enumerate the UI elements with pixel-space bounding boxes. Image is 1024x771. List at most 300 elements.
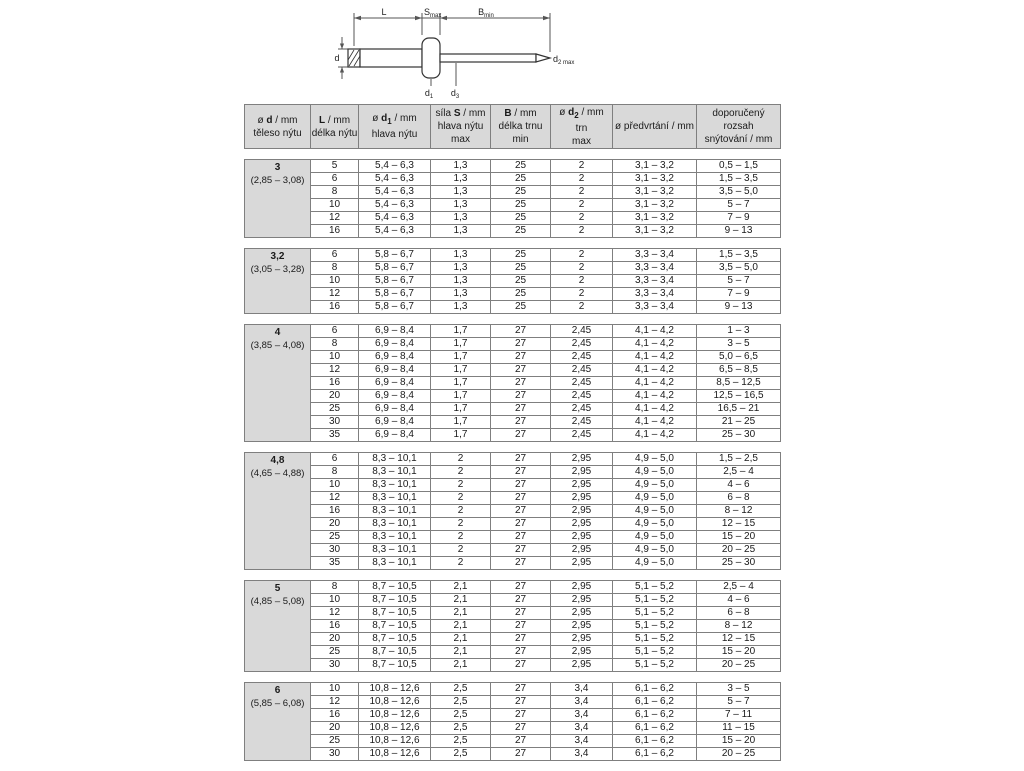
table-cell: 4,9 – 5,0: [613, 531, 697, 544]
table-cell: 5,8 – 6,7: [359, 301, 431, 314]
table-cell: 12 – 15: [697, 633, 781, 646]
table-cell: 3,5 – 5,0: [697, 186, 781, 199]
table-cell: 3,5 – 5,0: [697, 262, 781, 275]
table-cell: 5,8 – 6,7: [359, 249, 431, 262]
rivet-body: [360, 49, 422, 67]
table-cell: 8,3 – 10,1: [359, 518, 431, 531]
table-cell: 2,95: [551, 453, 613, 466]
dim-label-d3: $d_3$: [450, 88, 460, 100]
table-cell: 6,1 – 6,2: [613, 683, 697, 696]
table-cell: 27: [491, 377, 551, 390]
table-cell: 2,45: [551, 429, 613, 442]
table-cell: 4,1 – 4,2: [613, 325, 697, 338]
table-cell: 0,5 – 1,5: [697, 160, 781, 173]
table-cell: 4,1 – 4,2: [613, 338, 697, 351]
group-size: 5: [274, 583, 281, 594]
table-cell: 1,3: [431, 288, 491, 301]
table-cell: 6,9 – 8,4: [359, 338, 431, 351]
dim-label-d1: $d_1$: [424, 88, 434, 100]
table-cell: 2: [431, 531, 491, 544]
size-groups: [244, 159, 781, 761]
size-group: [244, 452, 781, 570]
table-cell: 8: [311, 338, 359, 351]
table-cell: 27: [491, 620, 551, 633]
table-cell: 2,1: [431, 633, 491, 646]
table-cell: 21 – 25: [697, 416, 781, 429]
table-cell: 4,1 – 4,2: [613, 351, 697, 364]
table-cell: 5,0 – 6,5: [697, 351, 781, 364]
table-cell: 1,3: [431, 262, 491, 275]
header-subline: snýtování / mm: [704, 134, 773, 145]
table-cell: 20 – 25: [697, 659, 781, 672]
table-cell: 3,1 – 3,2: [613, 160, 697, 173]
table-cell: 27: [491, 659, 551, 672]
table-cell: 6,1 – 6,2: [613, 748, 697, 761]
table-cell: 10,8 – 12,6: [359, 683, 431, 696]
group-size-range: (4,65 – 4,88): [250, 468, 305, 479]
table-cell: 25: [491, 301, 551, 314]
table-cell: 2,95: [551, 466, 613, 479]
table-cell: 5,1 – 5,2: [613, 620, 697, 633]
table-cell: 2,1: [431, 659, 491, 672]
header-cell: ø předvrtání / mm: [613, 105, 697, 149]
group-size-range: (3,85 – 4,08): [250, 340, 305, 351]
table-cell: 2: [551, 199, 613, 212]
table-cell: 8,7 – 10,5: [359, 581, 431, 594]
dim-label-B-min: $B_{min}$: [478, 7, 494, 19]
table-cell: 27: [491, 709, 551, 722]
table-cell: 3,1 – 3,2: [613, 212, 697, 225]
rivet-spec-table: [244, 104, 781, 771]
size-group: [244, 248, 781, 314]
table-cell: 8,7 – 10,5: [359, 594, 431, 607]
table-cell: 2,95: [551, 531, 613, 544]
table-cell: 25: [491, 160, 551, 173]
table-cell: 5,8 – 6,7: [359, 275, 431, 288]
table-cell: 8,3 – 10,1: [359, 531, 431, 544]
table-cell: 7 – 9: [697, 288, 781, 301]
table-cell: 27: [491, 364, 551, 377]
table-cell: 3,1 – 3,2: [613, 225, 697, 238]
group-size-range: (2,85 – 3,08): [250, 175, 305, 186]
size-group: [244, 682, 781, 761]
table-cell: 10: [311, 275, 359, 288]
group-size-cell: [245, 160, 311, 238]
table-cell: 2: [551, 212, 613, 225]
table-cell: 2,45: [551, 351, 613, 364]
table-cell: 25: [491, 262, 551, 275]
table-cell: 27: [491, 581, 551, 594]
table-cell: 2,95: [551, 633, 613, 646]
mandrel-tip: [536, 54, 550, 62]
table-cell: 2,5 – 4: [697, 581, 781, 594]
table-cell: 4,9 – 5,0: [613, 479, 697, 492]
table-cell: 3 – 5: [697, 338, 781, 351]
table-cell: 5,8 – 6,7: [359, 288, 431, 301]
header-cell: doporučený rozsah snýtování / mm: [697, 105, 781, 149]
header-row: [244, 104, 781, 149]
table-cell: 10: [311, 479, 359, 492]
table-cell: 2,5: [431, 709, 491, 722]
table-cell: 5,4 – 6,3: [359, 173, 431, 186]
table-cell: 15 – 20: [697, 646, 781, 659]
table-cell: 2: [551, 225, 613, 238]
table-cell: 4,1 – 4,2: [613, 403, 697, 416]
table-cell: 16: [311, 709, 359, 722]
header-subline: max: [572, 135, 591, 147]
table-cell: 2,5: [431, 683, 491, 696]
table-cell: 4,9 – 5,0: [613, 453, 697, 466]
table-cell: 8,7 – 10,5: [359, 659, 431, 672]
table-cell: 3,4: [551, 748, 613, 761]
table-cell: 3,4: [551, 709, 613, 722]
table-cell: 10,8 – 12,6: [359, 748, 431, 761]
table-cell: 20: [311, 633, 359, 646]
table-cell: 4,1 – 4,2: [613, 377, 697, 390]
table-cell: 3,3 – 3,4: [613, 288, 697, 301]
table-cell: 8: [311, 262, 359, 275]
table-cell: 27: [491, 338, 551, 351]
table-cell: 2,1: [431, 581, 491, 594]
table-cell: 3,1 – 3,2: [613, 199, 697, 212]
table-cell: 20: [311, 518, 359, 531]
header-cell: ø d / mm těleso nýtu: [245, 105, 311, 149]
group-size-cell: [245, 325, 311, 442]
group-size: 3: [274, 162, 281, 173]
table-cell: 2,5: [431, 735, 491, 748]
table-cell: 27: [491, 544, 551, 557]
group-size-cell: [245, 249, 311, 314]
header-subline: min: [512, 134, 529, 145]
header-cell: L / mm délka nýtu: [311, 105, 359, 149]
header-subline: délka nýtu: [311, 127, 358, 139]
table-cell: 10,8 – 12,6: [359, 696, 431, 709]
table-cell: 2,95: [551, 646, 613, 659]
table-cell: 27: [491, 453, 551, 466]
table-cell: 6 – 8: [697, 607, 781, 620]
table-cell: 8,3 – 10,1: [359, 466, 431, 479]
table-cell: 2,45: [551, 338, 613, 351]
table-cell: 2,45: [551, 364, 613, 377]
table-cell: 27: [491, 683, 551, 696]
header-subline: rozsah: [723, 121, 754, 132]
table-cell: 1,7: [431, 351, 491, 364]
table-cell: 5,1 – 5,2: [613, 607, 697, 620]
table-cell: 20 – 25: [697, 748, 781, 761]
table-cell: 30: [311, 544, 359, 557]
group-size-cell: [245, 683, 311, 761]
table-cell: 12 – 15: [697, 518, 781, 531]
header-subline: délka trnu: [498, 121, 543, 132]
table-cell: 2: [551, 160, 613, 173]
table-cell: 2: [431, 479, 491, 492]
table-cell: 8,7 – 10,5: [359, 620, 431, 633]
table-cell: 1,3: [431, 199, 491, 212]
table-cell: 7 – 11: [697, 709, 781, 722]
table-cell: 8: [311, 186, 359, 199]
table-cell: 2: [551, 288, 613, 301]
table-cell: 6,9 – 8,4: [359, 364, 431, 377]
table-cell: 3,4: [551, 696, 613, 709]
table-cell: 20: [311, 722, 359, 735]
table-cell: 4,1 – 4,2: [613, 429, 697, 442]
header-subline: hlava nýtu: [371, 129, 418, 140]
table-cell: 9 – 13: [697, 225, 781, 238]
table-cell: 4,9 – 5,0: [613, 492, 697, 505]
table-cell: 25: [491, 288, 551, 301]
table-cell: 27: [491, 696, 551, 709]
table-cell: 2,1: [431, 594, 491, 607]
table-cell: 2,95: [551, 518, 613, 531]
table-cell: 5,1 – 5,2: [613, 659, 697, 672]
table-cell: 27: [491, 518, 551, 531]
table-cell: 5: [311, 160, 359, 173]
table-cell: 6,1 – 6,2: [613, 735, 697, 748]
table-cell: 2,5: [431, 722, 491, 735]
table-cell: 27: [491, 633, 551, 646]
table-cell: 25: [311, 403, 359, 416]
table-cell: 5,4 – 6,3: [359, 160, 431, 173]
table-cell: 27: [491, 416, 551, 429]
table-cell: 6 – 8: [697, 492, 781, 505]
table-cell: 10: [311, 199, 359, 212]
table-cell: 1 – 3: [697, 325, 781, 338]
table-cell: 8,7 – 10,5: [359, 646, 431, 659]
group-size-range: (3,05 – 3,28): [250, 264, 305, 275]
table-cell: 8,3 – 10,1: [359, 492, 431, 505]
group-size-range: (4,85 – 5,08): [250, 596, 305, 607]
table-cell: 2,1: [431, 607, 491, 620]
table-cell: 2: [431, 518, 491, 531]
table-cell: 12: [311, 696, 359, 709]
table-cell: 2: [431, 544, 491, 557]
table-cell: 10: [311, 594, 359, 607]
table-cell: 1,3: [431, 186, 491, 199]
table-cell: 15 – 20: [697, 531, 781, 544]
dim-label-S-max: $S_{max}$: [424, 7, 442, 19]
table-cell: 2,95: [551, 581, 613, 594]
table-cell: 2: [551, 249, 613, 262]
table-cell: 2: [551, 173, 613, 186]
header-subline: hlava nýtu: [437, 121, 484, 132]
dim-label-d: d: [334, 53, 340, 63]
table-cell: 8: [311, 581, 359, 594]
table-cell: 27: [491, 390, 551, 403]
group-size-cell: [245, 581, 311, 672]
table-cell: 4,1 – 4,2: [613, 416, 697, 429]
table-cell: 12: [311, 607, 359, 620]
table-cell: 27: [491, 607, 551, 620]
table-cell: 6,1 – 6,2: [613, 709, 697, 722]
table-cell: 8,5 – 12,5: [697, 377, 781, 390]
table-cell: 2: [551, 186, 613, 199]
table-cell: 6,9 – 8,4: [359, 351, 431, 364]
table-cell: 11 – 15: [697, 722, 781, 735]
rivet-diagram-svg: [334, 6, 596, 100]
table-cell: 6: [311, 249, 359, 262]
table-cell: 12,5 – 16,5: [697, 390, 781, 403]
table-cell: 27: [491, 748, 551, 761]
table-cell: 12: [311, 212, 359, 225]
table-cell: 25 – 30: [697, 557, 781, 570]
table-cell: 8,7 – 10,5: [359, 607, 431, 620]
table-cell: 1,7: [431, 390, 491, 403]
table-cell: 6,9 – 8,4: [359, 429, 431, 442]
table-cell: 1,7: [431, 325, 491, 338]
table-cell: 5,1 – 5,2: [613, 633, 697, 646]
table-cell: 4,9 – 5,0: [613, 505, 697, 518]
table-cell: 6,9 – 8,4: [359, 377, 431, 390]
table-cell: 5,4 – 6,3: [359, 199, 431, 212]
table-cell: 10: [311, 683, 359, 696]
table-cell: 5,4 – 6,3: [359, 186, 431, 199]
table-cell: 8,3 – 10,1: [359, 479, 431, 492]
table-cell: 20 – 25: [697, 544, 781, 557]
table-cell: 1,3: [431, 275, 491, 288]
table-cell: 2,95: [551, 557, 613, 570]
table-cell: 5,8 – 6,7: [359, 262, 431, 275]
table-cell: 8,7 – 10,5: [359, 633, 431, 646]
table-cell: 6: [311, 453, 359, 466]
table-cell: 25: [311, 531, 359, 544]
table-cell: 5,4 – 6,3: [359, 212, 431, 225]
table-cell: 4,9 – 5,0: [613, 557, 697, 570]
table-cell: 1,7: [431, 416, 491, 429]
table-cell: 1,5 – 3,5: [697, 173, 781, 186]
table-cell: 8,3 – 10,1: [359, 557, 431, 570]
table-cell: 27: [491, 505, 551, 518]
table-cell: 2,95: [551, 659, 613, 672]
group-size: 6: [274, 685, 281, 696]
table-cell: 2,95: [551, 594, 613, 607]
table-cell: 16: [311, 620, 359, 633]
table-cell: 2: [431, 466, 491, 479]
table-cell: 5,1 – 5,2: [613, 646, 697, 659]
table-cell: 2: [551, 275, 613, 288]
table-cell: 2,45: [551, 416, 613, 429]
table-cell: 15 – 20: [697, 735, 781, 748]
table-cell: 6,9 – 8,4: [359, 325, 431, 338]
table-cell: 16: [311, 301, 359, 314]
table-cell: 8,3 – 10,1: [359, 453, 431, 466]
dim-label-L: L: [381, 7, 387, 17]
table-cell: 27: [491, 325, 551, 338]
table-cell: 1,7: [431, 364, 491, 377]
group-size-cell: [245, 453, 311, 570]
table-cell: 8,3 – 10,1: [359, 544, 431, 557]
table-cell: 2,1: [431, 620, 491, 633]
table-cell: 27: [491, 351, 551, 364]
table-cell: 3,4: [551, 722, 613, 735]
table-cell: 2,95: [551, 479, 613, 492]
table-cell: 2,5: [431, 748, 491, 761]
table-cell: 1,3: [431, 249, 491, 262]
table-cell: 25: [491, 249, 551, 262]
table-cell: 27: [491, 403, 551, 416]
table-cell: 3,1 – 3,2: [613, 186, 697, 199]
table-cell: 9 – 13: [697, 301, 781, 314]
table-cell: 16: [311, 505, 359, 518]
rivet-mandrel: [440, 54, 536, 62]
table-cell: 8: [311, 466, 359, 479]
table-cell: 3,4: [551, 683, 613, 696]
table-cell: 2,95: [551, 607, 613, 620]
header-subline: max: [451, 134, 470, 145]
table-cell: 16: [311, 377, 359, 390]
table-cell: 2,5 – 4: [697, 466, 781, 479]
table-cell: 27: [491, 646, 551, 659]
table-cell: 2,95: [551, 620, 613, 633]
table-cell: 8 – 12: [697, 620, 781, 633]
table-cell: 4,9 – 5,0: [613, 518, 697, 531]
table-cell: 5,1 – 5,2: [613, 581, 697, 594]
table-cell: 10,8 – 12,6: [359, 735, 431, 748]
table-cell: 25: [491, 173, 551, 186]
header-cell: ø $d_2$ / mm trn max: [551, 105, 613, 149]
table-cell: 27: [491, 557, 551, 570]
table-cell: 27: [491, 722, 551, 735]
table-cell: 4,1 – 4,2: [613, 390, 697, 403]
header-cell: B / mm délka trnu min: [491, 105, 551, 149]
table-cell: 30: [311, 416, 359, 429]
table-cell: 1,3: [431, 225, 491, 238]
table-cell: 25: [311, 646, 359, 659]
header-cell: síla S / mm hlava nýtu max: [431, 105, 491, 149]
table-cell: 35: [311, 429, 359, 442]
table-cell: 4,9 – 5,0: [613, 544, 697, 557]
table-cell: 10,8 – 12,6: [359, 722, 431, 735]
table-cell: 6,9 – 8,4: [359, 416, 431, 429]
table-cell: 6,9 – 8,4: [359, 390, 431, 403]
group-size: 4,8: [270, 455, 285, 466]
table-cell: 10: [311, 351, 359, 364]
table-cell: 4 – 6: [697, 594, 781, 607]
table-cell: 25: [491, 225, 551, 238]
table-cell: 2,45: [551, 390, 613, 403]
table-cell: 16,5 – 21: [697, 403, 781, 416]
table-cell: 30: [311, 659, 359, 672]
dim-label-d2-max: $d_{2 max}$: [553, 54, 575, 66]
size-group: [244, 159, 781, 238]
table-cell: 2,95: [551, 492, 613, 505]
table-cell: 16: [311, 225, 359, 238]
table-cell: 2: [431, 453, 491, 466]
table-cell: 3,3 – 3,4: [613, 262, 697, 275]
size-group: [244, 580, 781, 672]
table-cell: 30: [311, 748, 359, 761]
table-cell: 2,45: [551, 403, 613, 416]
table-cell: 6,9 – 8,4: [359, 403, 431, 416]
table-cell: 1,3: [431, 212, 491, 225]
table-cell: 27: [491, 466, 551, 479]
table-cell: 1,3: [431, 301, 491, 314]
table-cell: 2: [431, 557, 491, 570]
table-cell: 25: [491, 275, 551, 288]
group-size: 4: [274, 327, 281, 338]
table-cell: 20: [311, 390, 359, 403]
table-cell: 25 – 30: [697, 429, 781, 442]
table-cell: 27: [491, 594, 551, 607]
table-cell: 12: [311, 288, 359, 301]
table-cell: 7 – 9: [697, 212, 781, 225]
table-cell: 25: [311, 735, 359, 748]
table-cell: 6,1 – 6,2: [613, 696, 697, 709]
table-cell: 4,1 – 4,2: [613, 364, 697, 377]
table-cell: 25: [491, 199, 551, 212]
table-cell: 25: [491, 212, 551, 225]
table-cell: 2: [551, 262, 613, 275]
table-cell: 1,3: [431, 160, 491, 173]
